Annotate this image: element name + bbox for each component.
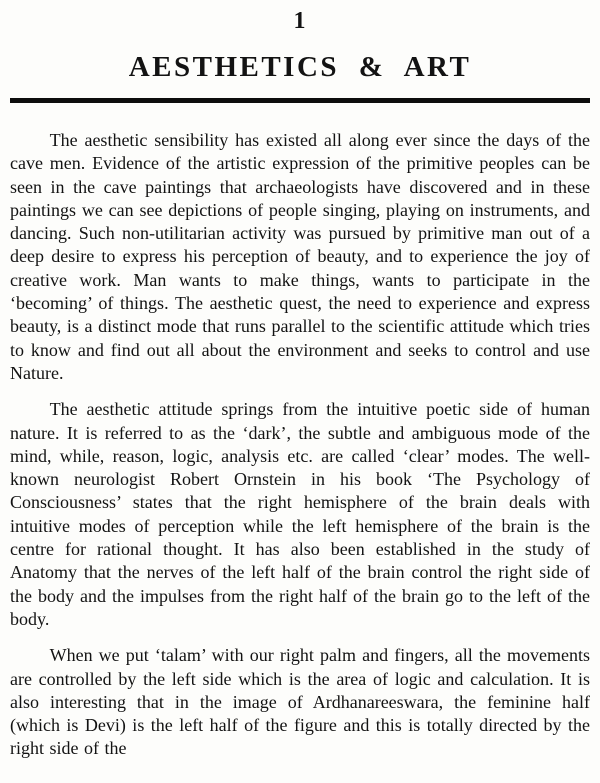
page-body bbox=[10, 129, 590, 761]
paragraph: The aesthetic sensibility has existed all along ever since the days of the cave men. Evidence of the artistic expression of the primitive peoples can be seen in the cave paintings that archaeologists have discovered and in these paintings we can see depictions of people singing, playing on instruments, and dancing. Such non-utilitarian activity was pursued by primitive man out of a deep desire to express his perception of beauty, and to experience the joy of creative work. Man wants to make things, wants to participate in the ‘becoming’ of things. The aesthetic quest, the need to experience and express beauty, is a distinct mode that runs parallel to the scientific attitude which tries to know and find out all about the environment and seeks to control and use Nature. bbox=[10, 130, 590, 383]
paragraph: When we put ‘talam’ with our right palm and fingers, all the movements are controlled by the left side which is the area of logic and calculation. It is also interesting that in the image of Ardhanareeswara, the feminine half (which is Devi) is the left half of the figure and this is totally directed by the right side of the bbox=[10, 645, 590, 759]
paragraph: The aesthetic attitude springs from the intuitive poetic side of human nature. It is referred to as the ‘dark’, the subtle and ambiguous mode of the mind, while, reason, logic, analysis etc. are called ‘clear’ modes. The well-known neurologist Robert Ornstein in his book ‘The Psychology of Consciousness’ states that the right hemisphere of the brain deals with intuitive modes of perception while the left hemisphere of the brain is the centre for rational thought. It has also been established in the study of Anatomy that the nerves of the left half of the brain control the right side of the body and the impulses from the right half of the brain go to the left of the body. bbox=[10, 399, 590, 629]
chapter-number: 1 bbox=[293, 8, 307, 34]
title-divider-rule bbox=[10, 98, 590, 103]
chapter-title: AESTHETICS & ART bbox=[128, 51, 472, 83]
